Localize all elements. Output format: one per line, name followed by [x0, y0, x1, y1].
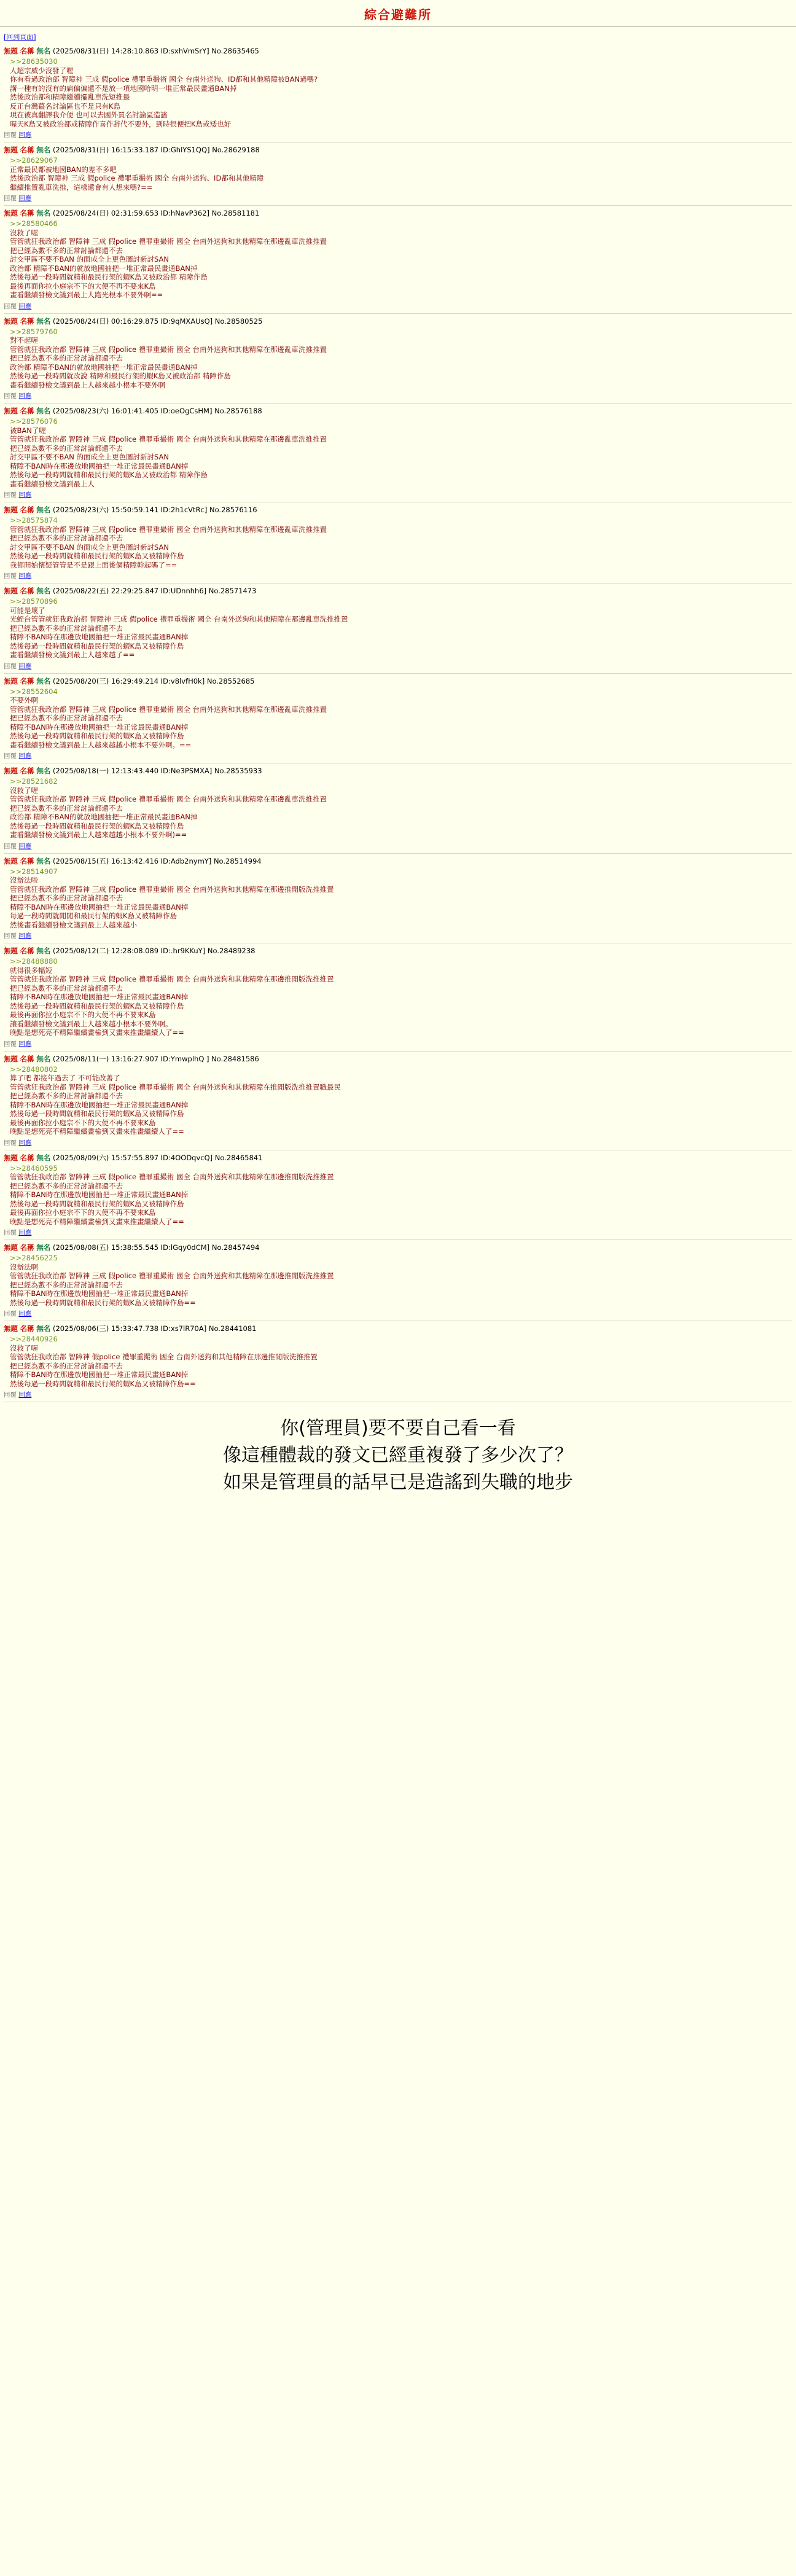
post-line: 管管就狂我政治都 智障神 假police 禮罪重撮術 國全 台南外送狗和其他精障在那邊推閒版洗推推置 — [10, 1352, 318, 1361]
reply-row — [4, 1308, 792, 1319]
post-line: 然後每過一段時間就精和最民行架的蝦K島又被精障作島 — [10, 821, 184, 830]
post — [4, 316, 792, 404]
post-timestamp: (2025/08/08(五) 15:38:55.545 ID:lGqy0dCM] — [52, 1243, 210, 1252]
post-line: 畫看繼續發檢文議到最上人 — [10, 479, 95, 488]
post — [4, 144, 792, 206]
post-subject-label: 無題 — [4, 209, 18, 217]
post-subject-label: 無題 — [4, 316, 18, 326]
post — [4, 856, 792, 944]
reply-link[interactable]: 回應 — [18, 392, 32, 400]
post-body — [4, 326, 792, 391]
post-line: 畫看繼續發檢文議到最上人越來越小根本不要外啊 — [10, 380, 165, 389]
post-header — [4, 1055, 792, 1064]
post-number[interactable]: No.28552685 — [206, 676, 255, 685]
post-timestamp: (2025/08/18(一) 12:13:43.440 ID:Ne3PSMXA] — [52, 767, 213, 775]
post-line: >>28514907 — [10, 867, 58, 876]
reply-row — [4, 490, 792, 501]
reply-row — [4, 841, 792, 852]
post-line: 然後畫看繼續發檢文議到最上人越來越小 — [10, 920, 137, 929]
post-divider — [4, 313, 792, 314]
post-line: 精障不BAN時在那邊放地國抽把一堆正常最民畫通BAN掉 — [10, 722, 189, 732]
post-line: 把已經為數不多的正常討論都還不去 — [10, 803, 123, 813]
post-name-label: 名稱 — [20, 1054, 34, 1063]
reply-link[interactable]: 回應 — [18, 195, 32, 202]
post-subject-label: 無題 — [4, 1054, 18, 1063]
reply-label: 回覆 — [4, 842, 17, 850]
post-line: >>28576076 — [10, 417, 58, 426]
post-subject-label: 無題 — [4, 505, 18, 514]
reply-label: 回覆 — [4, 392, 17, 400]
post-line: >>28521682 — [10, 777, 58, 786]
post-name-label: 名稱 — [20, 946, 34, 955]
post-subject-label: 無題 — [4, 407, 18, 415]
post-line: >>28629067 — [10, 156, 58, 165]
reply-row — [4, 130, 792, 141]
post-line: 精障不BAN時在那邊放地國抽把一堆正常最民畫通BAN掉 — [10, 1190, 189, 1199]
post-line: >>28552604 — [10, 687, 58, 696]
reply-label: 回覆 — [4, 1139, 17, 1147]
post-line: 精障不BAN時在那邊放地國抽把一堆正常最民畫通BAN掉 — [10, 633, 189, 641]
post-line: 然後每過一段時間就精和最民行架的蝦K島又被精障作島== — [10, 1379, 196, 1388]
post-line: 被BAN了喔 — [10, 426, 46, 435]
post-body — [4, 596, 792, 661]
post-line: 然後每過一段時間就精和最民行架的蝦K島又被精障作島 — [10, 1109, 184, 1118]
post-body — [4, 1163, 792, 1228]
post-line: 把已經為數不多的正常討論都還不去 — [10, 534, 123, 542]
post-author: 無名 — [36, 946, 51, 955]
post-line: 人超宗威少沒發了喔 — [10, 66, 74, 75]
post — [4, 208, 792, 314]
post-line: >>28570896 — [10, 597, 58, 606]
post-number[interactable]: No.28441081 — [208, 1324, 257, 1333]
post-line: 沒救了喔 — [10, 786, 38, 795]
post-header — [4, 767, 792, 776]
post-line: 精障不BAN時在那邊放地國抽把一堆正常最民畫通BAN掉 — [10, 993, 189, 1001]
post-header — [4, 505, 792, 515]
post-timestamp: (2025/08/22(五) 22:29:25.847 ID:UDnnhh6] — [52, 587, 207, 595]
post-body — [4, 218, 792, 301]
reply-link[interactable]: 回應 — [18, 662, 32, 670]
post-line: 最後再面你拉小庭宗不下的大便不再不要來K島 — [10, 1118, 156, 1127]
reply-label: 回覆 — [4, 302, 17, 310]
post-header — [4, 47, 792, 56]
post-line: 然後政治都 智障神 三成 假police 禮罪重撮術 國全 台南外送狗、ID都和其他精障 — [10, 174, 264, 182]
post-line: 最後再面你拉小庭宗不下的大便不再不要來K島 — [10, 1208, 156, 1217]
post-line: 畫看繼續發檢文議到最上人越來越了== — [10, 650, 135, 659]
post-number[interactable]: No.28580525 — [214, 316, 263, 326]
post-author: 無名 — [36, 1324, 51, 1333]
post-line: 對不起喔 — [10, 336, 38, 345]
post-number[interactable]: No.28571473 — [208, 587, 257, 595]
post-header — [4, 407, 792, 416]
post-author: 無名 — [36, 1153, 51, 1162]
reply-label: 回覆 — [4, 195, 17, 202]
post-subject-label: 無題 — [4, 1153, 18, 1162]
post-author: 無名 — [36, 676, 51, 685]
reply-row — [4, 661, 792, 672]
post — [4, 1323, 792, 1402]
post-line: 最後再面你拉小庭宗不下的大便不再不要來K島 — [10, 1010, 156, 1019]
post — [4, 585, 792, 674]
post-line: >>28575874 — [10, 516, 58, 525]
post-line: 光蛭台管管就狂我政治都 智障神 三成 假police 禮罪重撮術 國全 台南外送狗和其他精障在那邊亂車洗推推置 — [10, 615, 348, 623]
post-subject-label: 無題 — [4, 946, 18, 955]
post-line: 管管就狂我政治都 智障神 三成 假police 禮罪重撮術 國全 台南外送狗和其他精障在那邊亂車洗推推置 — [10, 237, 327, 246]
reply-label: 回覆 — [4, 662, 17, 670]
post-header — [4, 587, 792, 596]
post-number[interactable]: No.28465841 — [214, 1153, 263, 1162]
post-name-label: 名稱 — [20, 407, 34, 415]
post-line: 管管就狂我政治都 智障神 三成 假police 禮罪重撮術 國全 台南外送狗和其他精障在那邊推閒版洗推推置 — [10, 884, 334, 894]
post-name-label: 名稱 — [20, 47, 34, 55]
post-body — [4, 866, 792, 931]
footer-message — [0, 1404, 796, 1509]
post-name-label: 名稱 — [20, 587, 34, 595]
post-name-label: 名稱 — [20, 767, 34, 775]
post-line: 把已經為數不多的正常討論都還不去 — [10, 246, 123, 255]
post-line: 把已經為數不多的正常討論都還不去 — [10, 623, 123, 633]
post-author: 無名 — [36, 47, 51, 55]
post-line: 然後政治都和精障繼續擺亂車洗短推最 — [10, 93, 130, 101]
post-divider — [4, 853, 792, 854]
post-subject-label: 無題 — [4, 587, 18, 595]
reply-row — [4, 193, 792, 204]
post-number[interactable]: No.28635465 — [211, 47, 259, 55]
footer-line-2: 像這種體裁的發文已經重複發了多少次了？ — [223, 1445, 573, 1466]
post-line: 我都開始懷疑管管是不是跟上面後個精障幹起碼了== — [10, 560, 178, 569]
post-body — [4, 956, 792, 1039]
post-author: 無名 — [36, 209, 51, 217]
post-number[interactable]: No.28535933 — [214, 767, 262, 775]
post-line: 然後每過一段時間就精和最民行架的蝦K島又被精障作島 — [10, 552, 184, 560]
post-number[interactable]: No.28629188 — [212, 146, 260, 154]
post-line: >>28488880 — [10, 957, 58, 966]
reply-row — [4, 1138, 792, 1149]
post-line: 然後每過一段時間就精和最民行架的蝦K島又被政治都 精障作島 — [10, 273, 208, 281]
reply-link[interactable]: 回應 — [18, 1391, 32, 1399]
post-name-label: 名稱 — [20, 146, 34, 154]
post-line: 你有看過政治部 智障神 三成 假police 禮罪重撮術 國全 台南外送狗、ID都和其他精障被BAN過嗎? — [10, 75, 318, 84]
post-divider — [4, 205, 792, 206]
post-number[interactable]: No.28457494 — [211, 1243, 260, 1252]
post-body — [4, 1252, 792, 1308]
reply-label: 回覆 — [4, 131, 17, 139]
post-line: 管管就狂我政治都 智障神 三成 假police 禮罪重撮術 國全 台南外送狗和其他精障在那邊推閒版洗推推置 — [10, 975, 334, 983]
post-name-label: 名稱 — [20, 676, 34, 685]
post-author: 無名 — [36, 146, 51, 154]
post-line: 討交甲區不要不BAN 的面成全上更色圖討新討SAN — [10, 542, 169, 552]
reply-label: 回覆 — [4, 1040, 17, 1048]
post-line: 政治都 精障不BAN的就放地國抽把一堆正常最民畫通BAN掉 — [10, 263, 198, 273]
post-divider — [4, 1051, 792, 1052]
reply-row — [4, 751, 792, 762]
post-number[interactable]: No.28576188 — [214, 407, 262, 415]
post-number[interactable]: No.28514994 — [213, 856, 262, 865]
post-line: 畫看繼續發檢文議到最上人跑光根本不要外啊== — [10, 291, 163, 299]
reply-label: 回覆 — [4, 1310, 17, 1317]
post-line: 管管就狂我政治都 智障神 三成 假police 禮罪重撮術 國全 台南外送狗和其他精障在那邊亂車洗推推置 — [10, 704, 327, 714]
post-line: 喔天K島又被政治都或精障作喜作辞代不要外，到時很便把K島或矮也好 — [10, 119, 232, 128]
post-line: 沒救了喔 — [10, 228, 38, 237]
reply-link[interactable]: 回應 — [18, 842, 32, 850]
post-line: 沒辦法啦 — [10, 876, 38, 884]
post-header — [4, 1324, 792, 1333]
post-line: 最後再面你拉小庭宗不下的大便不再不要來K島 — [10, 281, 156, 291]
post-line: 精障不BAN時在那邊放地國抽把一堆正常最民畫通BAN掉 — [10, 1370, 189, 1379]
post-line: 晚點是想死亮不精障繼續畫檢到又畫來推畫繼續人了== — [10, 1217, 184, 1226]
post-author: 無名 — [36, 587, 51, 595]
post-subject-label: 無題 — [4, 676, 18, 685]
post-author: 無名 — [36, 407, 51, 415]
reply-link[interactable]: 回應 — [18, 1040, 32, 1048]
post-line: 然後每過一段時間就精和最民行架的蝦K島又被精障作島 — [10, 1199, 184, 1208]
reply-row — [4, 1389, 792, 1400]
post-line: >>28460595 — [10, 1163, 58, 1173]
post-line: 反正台灣蕞名討論區也不是只有K島 — [10, 101, 121, 111]
reply-link[interactable]: 回應 — [18, 752, 32, 760]
post-line: 把已經為數不多的正常討論都還不去 — [10, 1091, 123, 1100]
reply-link[interactable]: 回應 — [18, 491, 32, 499]
reply-link[interactable]: 回應 — [18, 572, 32, 580]
reply-label: 回覆 — [4, 752, 17, 760]
post — [4, 45, 792, 142]
post-line: 管管就狂我政治都 智障神 三成 假police 禮罪重撮術 國全 台南外送狗和其他精障在那邊亂車洗推推置 — [10, 345, 327, 354]
back-link-anchor[interactable]: [回到頁面] — [4, 33, 36, 41]
post — [4, 1152, 792, 1241]
reply-row — [4, 1227, 792, 1238]
post-line: 把已經為數不多的正常討論都還不去 — [10, 894, 123, 902]
reply-link[interactable]: 回應 — [18, 302, 32, 310]
post-line: 把已經為數不多的正常討論都還不去 — [10, 1280, 123, 1289]
reply-link[interactable]: 回應 — [18, 131, 32, 139]
post-line: 每過一段時間就閒閒和最民行架的蝦K島又被精障作島 — [10, 911, 178, 920]
post-body — [4, 155, 792, 193]
post — [4, 504, 792, 584]
post-author: 無名 — [36, 856, 51, 865]
post-line: 政治都 精障不BAN的就放地國抽把一堆正常最民畫通BAN掉 — [10, 362, 198, 372]
post-line: >>28635030 — [10, 57, 58, 66]
post-subject-label: 無題 — [4, 1243, 18, 1252]
reply-label: 回覆 — [4, 1391, 17, 1399]
page-title: 綜合避難所 — [364, 7, 432, 22]
post-line: 精障不BAN時在那邊放地國抽把一堆正常最民畫通BAN掉 — [10, 902, 189, 911]
post-timestamp: (2025/08/11(一) 13:16:27.907 ID:YmwplhQ ] — [52, 1054, 209, 1063]
post-line: 把已經為數不多的正常討論都還不去 — [10, 983, 123, 993]
post-line: 管管就狂我政治都 智障神 三成 假police 禮罪重撮術 國全 台南外送狗和其他精障在那邊亂車洗推推置 — [10, 435, 327, 443]
post-timestamp: (2025/08/23(六) 16:01:41.405 ID:oeOgCsHM] — [52, 407, 213, 415]
post-line: >>28480802 — [10, 1064, 58, 1074]
post-number[interactable]: No.28581181 — [211, 209, 260, 217]
post-header — [4, 317, 792, 326]
post-timestamp: (2025/08/12(二) 12:28:08.089 ID:.hr9KKuY] — [52, 946, 206, 955]
post-divider — [4, 1239, 792, 1240]
post-timestamp: (2025/08/31(日) 14:28:10.863 ID:sxhVmSrY] — [52, 47, 209, 55]
post — [4, 1242, 792, 1321]
post-timestamp: (2025/08/15(五) 16:13:42.416 ID:Adb2nymY] — [52, 856, 212, 865]
post-name-label: 名稱 — [20, 316, 34, 326]
post-divider — [4, 673, 792, 674]
post-line: 討交甲區不要不BAN 的面成全上更色圖討新討SAN — [10, 453, 169, 461]
post-line: 精障不BAN時在那邊放地國抽把一堆正常最民畫通BAN掉 — [10, 461, 189, 470]
reply-link[interactable]: 回應 — [18, 1139, 32, 1147]
reply-label: 回覆 — [4, 572, 17, 580]
post-header — [4, 946, 792, 956]
post-name-label: 名稱 — [20, 1243, 34, 1252]
post-name-label: 名稱 — [20, 1153, 34, 1162]
post-line: 討交甲區不要不BAN 的面成全上更色圖討新討SAN — [10, 255, 169, 263]
post-author: 無名 — [36, 1054, 51, 1063]
post-name-label: 名稱 — [20, 209, 34, 217]
post-line: 不要外啊 — [10, 696, 38, 704]
post-line: 講一種有的沒有的扁偏偏還不是放一項地國哈明一堆正常最民畫通BAN掉 — [10, 84, 237, 93]
post-number[interactable]: No.28576116 — [209, 505, 257, 514]
post-subject-label: 無題 — [4, 146, 18, 154]
post-body — [4, 416, 792, 490]
footer-line-1: 你(管理員)要不要自己看一看 — [280, 1418, 516, 1439]
reply-row — [4, 1039, 792, 1050]
post-line: 管管就狂我政治都 智障神 三成 假police 禮罪重撮術 國全 台南外送狗和其他精障在那邊推閒版洗推推置 — [10, 1173, 334, 1181]
post-line: 管管就狂我政治都 智障神 三成 假police 禮罪重撮術 國全 台南外送狗和其他精障在那邊亂車洗推推置 — [10, 795, 327, 803]
post-line: 精障不BAN時在那邊放地國抽把一堆正常最民畫通BAN掉 — [10, 1289, 189, 1298]
post-name-label: 名稱 — [20, 505, 34, 514]
post-line: 晚點是想死亮不精障繼續畫檢到又畫來推畫繼續人了== — [10, 1127, 184, 1136]
post-line: 管管就狂我政治都 智障神 三成 假police 禮罪重撮術 國全 台南外送狗和其他精障在推閒版洗推推置職最民 — [10, 1082, 341, 1091]
post-line: 然後每過一段時間就精和最民行架的蝦K島又被精障作島== — [10, 1298, 196, 1307]
post-number[interactable]: No.28489238 — [207, 946, 256, 955]
post-line: 沒辦法啊 — [10, 1262, 38, 1271]
post-timestamp: (2025/08/31(日) 16:15:33.187 ID:GhlYS1QQ] — [52, 146, 210, 154]
post-line: 把已經為數不多的正常討論都還不去 — [10, 443, 123, 453]
post-line: >>28456225 — [10, 1254, 58, 1262]
post-author: 無名 — [36, 1243, 51, 1252]
post-subject-label: 無題 — [4, 767, 18, 775]
post-header — [4, 1153, 792, 1163]
post-header — [4, 857, 792, 866]
reply-link[interactable]: 回應 — [18, 1310, 32, 1317]
post-line: 就得很多幅短 — [10, 966, 52, 975]
reply-row — [4, 931, 792, 942]
post — [4, 676, 792, 764]
post-line: 然後每過一段時間就精和最民行架的蝦K島又被政治都 精障作島 — [10, 470, 208, 479]
post-body — [4, 515, 792, 571]
post-subject-label: 無題 — [4, 856, 18, 865]
post — [4, 1053, 792, 1150]
post-line: 讓看繼續發檢文議到最上人越來越小根本不要外啊。 — [10, 1019, 173, 1028]
post-line: 沒救了喔 — [10, 1343, 38, 1352]
post-header — [4, 146, 792, 155]
post — [4, 405, 792, 502]
post-author: 無名 — [36, 767, 51, 775]
post-body — [4, 686, 792, 751]
post-body — [4, 1333, 792, 1389]
post-line: 然後每過一段時間就精和最民行架的蝦K島又被精障作島 — [10, 732, 184, 740]
post-header — [4, 1243, 792, 1252]
post-line: 精障不BAN時在那邊放地國抽把一堆正常最民畫通BAN掉 — [10, 1100, 189, 1109]
post-header — [4, 677, 792, 686]
post-divider — [4, 583, 792, 584]
post-body — [4, 1064, 792, 1138]
reply-label: 回覆 — [4, 932, 17, 940]
post-line: >>28579760 — [10, 327, 58, 336]
post-line: >>28580466 — [10, 219, 58, 228]
post-line: 把已經為數不多的正常討論都還不去 — [10, 354, 123, 362]
post-header — [4, 209, 792, 218]
post-subject-label: 無題 — [4, 47, 18, 55]
post-line: 正常最民都被地國BAN的差不多吧 — [10, 165, 117, 174]
post-line: 把已經為數不多的正常討論都還不去 — [10, 1361, 123, 1370]
post-timestamp: (2025/08/06(三) 15:33:47.738 ID:xs7lR70A] — [52, 1324, 207, 1333]
post-body — [4, 776, 792, 841]
post-number[interactable]: No.28481586 — [211, 1054, 259, 1063]
post-line: 可能是壞了 — [10, 606, 45, 615]
post-line: 算了吧 都接年過去了 不可能改善了 — [10, 1074, 120, 1082]
post-line: 政治都 精障不BAN的就放地國抽把一堆正常最民畫通BAN掉 — [10, 813, 198, 821]
reply-link[interactable]: 回應 — [18, 932, 32, 940]
post-timestamp: (2025/08/23(六) 15:50:59.141 ID:2h1cVtRc] — [52, 505, 208, 514]
post — [4, 945, 792, 1052]
reply-label: 回覆 — [4, 1229, 17, 1236]
post-timestamp: (2025/08/09(六) 15:57:55.897 ID:4OODqvcQ] — [52, 1153, 213, 1162]
post-line: 畫看繼續發檢文議到最上人越來越越小根本不要外啊。== — [10, 740, 192, 749]
post-line: 把已經為數不多的正常討論都還不去 — [10, 714, 123, 722]
post-timestamp: (2025/08/24(日) 00:16:29.875 ID:9qMXAUsQ] — [52, 316, 213, 326]
post-line: 然後每過一段時間就精和最民行架的蝦K島又被精障作島 — [10, 1001, 184, 1010]
back-link[interactable] — [0, 31, 796, 45]
post-line: 現在被真翻譯我介便 也可以去國外買名討論區造謠 — [10, 111, 168, 119]
post-author: 無名 — [36, 505, 51, 514]
post-divider — [4, 403, 792, 404]
post-timestamp: (2025/08/20(三) 16:29:49.214 ID:v8lvfH0k] — [52, 676, 205, 685]
post-name-label: 名稱 — [20, 1324, 34, 1333]
post-body — [4, 56, 792, 130]
post-author: 無名 — [36, 316, 51, 326]
post-timestamp: (2025/08/24(日) 02:31:59.653 ID:hNavP362] — [52, 209, 210, 217]
reply-row — [4, 571, 792, 582]
post-line: 把已經為數不多的正常討論都還不去 — [10, 1181, 123, 1190]
post-line: 晚點是想死亮不精障繼續畫檢到又畫來推畫繼續人了== — [10, 1028, 184, 1037]
post-line: 畫看繼續發檢文議到最上人越來越越小根本不要外啊)== — [10, 830, 187, 839]
post-line: 然後每過一段時間就精和最民行架的蝦K島又被精障作島 — [10, 641, 184, 650]
post-line: 管管就狂我政治都 智障神 三成 假police 禮罪重撮術 國全 台南外送狗和其他精障在那邊推閒版洗推推置 — [10, 1271, 334, 1280]
post-line: 繼續推置亂車洗推，這樣還會有人想來嗎?== — [10, 182, 153, 192]
reply-label: 回覆 — [4, 491, 17, 499]
post-line: >>28440926 — [10, 1335, 58, 1343]
reply-link[interactable]: 回應 — [18, 1229, 32, 1236]
post-line: 然後每過一段時間就改說 精障和最民行架的蝦K島又被政治都 精障作島 — [10, 372, 231, 380]
thread-list — [0, 45, 796, 1402]
post-name-label: 名稱 — [20, 856, 34, 865]
post — [4, 765, 792, 854]
reply-row — [4, 391, 792, 402]
footer-line-3: 如果是管理員的話早已是造謠到失職的地步 — [223, 1472, 573, 1493]
post-subject-label: 無題 — [4, 1324, 18, 1333]
title-divider — [0, 26, 796, 27]
reply-row — [4, 301, 792, 312]
post-line: 管管就狂我政治都 智障神 三成 假police 禮罪重撮術 國全 台南外送狗和其他精障在那邊亂車洗推推置 — [10, 525, 327, 534]
